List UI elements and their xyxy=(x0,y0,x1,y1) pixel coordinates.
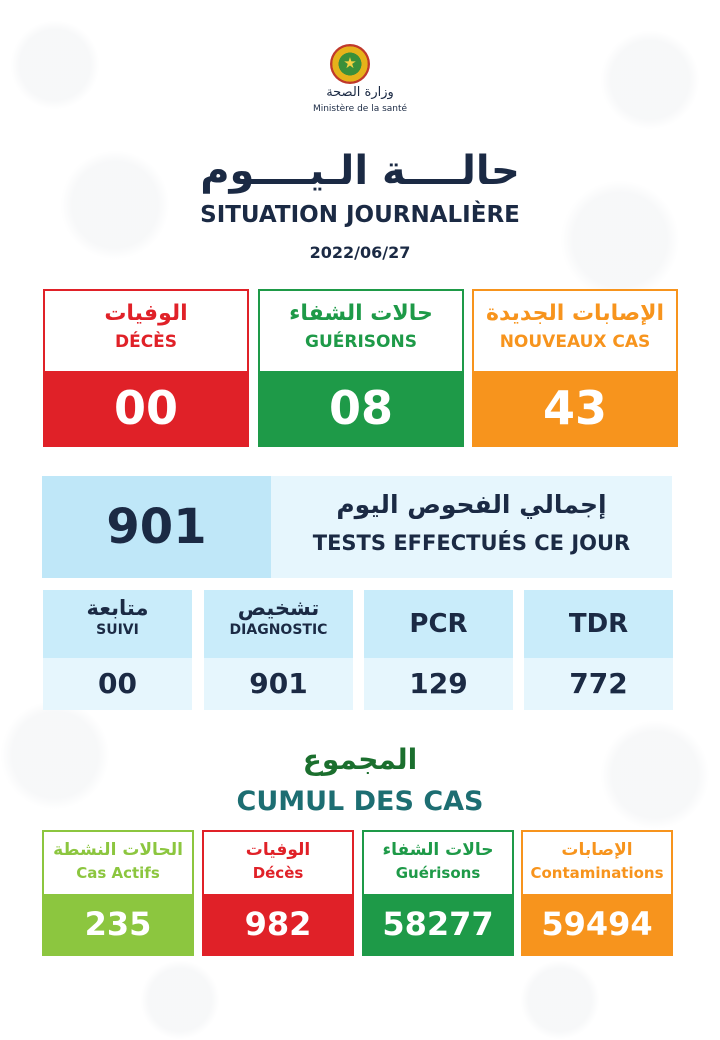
diagnostic-label-ar: تشخيص xyxy=(237,596,320,620)
pcr-label: PCR xyxy=(409,609,468,639)
suivi-label-fr: SUIVI xyxy=(96,622,139,638)
virus-background-icon xyxy=(140,960,220,1040)
tests-label-fr: TESTS EFFECTUÉS CE JOUR xyxy=(312,531,631,555)
daily-new-cases-label-fr: NOUVEAUX CAS xyxy=(499,332,651,352)
tests-total-value: 901 xyxy=(106,499,207,555)
diagnostic-label-fr: DIAGNOSTIC xyxy=(229,622,328,638)
tests-label-ar: إجمالي الفحوص اليوم xyxy=(336,490,607,519)
cumulative-contaminations-card xyxy=(521,830,673,956)
virus-background-icon xyxy=(560,180,680,300)
suivi-value: 00 xyxy=(43,658,192,710)
daily-recoveries-value: 08 xyxy=(260,371,462,445)
cumulative-contaminations-label-ar: الإصابات xyxy=(561,840,633,860)
cumulative-active-label-ar: الحالات النشطة xyxy=(53,840,183,860)
cumulative-recoveries-value: 58277 xyxy=(364,894,512,954)
cumulative-active-label-fr: Cas Actifs xyxy=(76,864,160,882)
cumulative-active-card xyxy=(42,830,194,956)
pcr-card xyxy=(364,590,513,710)
cumulative-active-value: 235 xyxy=(44,894,192,954)
cumulative-title-fr: CUMUL DES CAS xyxy=(236,786,484,817)
diagnostic-card xyxy=(204,590,353,710)
cumulative-deaths-value: 982 xyxy=(204,894,352,954)
cumulative-deaths-label-ar: الوفيات xyxy=(245,840,311,860)
daily-new-cases-value: 43 xyxy=(474,371,676,445)
daily-new-cases-label-ar: الإصابات الجديدة xyxy=(485,301,665,326)
daily-recoveries-card xyxy=(258,289,464,447)
page-title-fr: SITUATION JOURNALIÈRE xyxy=(200,202,520,228)
virus-background-icon xyxy=(600,30,700,130)
tdr-value: 772 xyxy=(524,658,673,710)
ministry-logo-icon: ★ xyxy=(330,44,370,84)
diagnostic-value: 901 xyxy=(204,658,353,710)
page-title-ar: حالــــة الـيــــوم xyxy=(200,148,520,194)
tests-panel xyxy=(42,476,672,578)
suivi-card xyxy=(43,590,192,710)
ministry-name-fr: Ministère de la santé xyxy=(312,104,408,114)
tdr-card xyxy=(524,590,673,710)
suivi-label-ar: متابعة xyxy=(86,596,149,620)
cumulative-recoveries-card xyxy=(362,830,514,956)
daily-deaths-label-fr: DÉCÈS xyxy=(114,332,178,352)
ministry-name-ar: وزارة الصحة xyxy=(326,85,394,100)
daily-new-cases-card xyxy=(472,289,678,447)
daily-recoveries-label-ar: حالات الشفاء xyxy=(289,301,433,326)
pcr-value: 129 xyxy=(364,658,513,710)
daily-deaths-label-ar: الوفيات xyxy=(104,301,188,326)
report-date: 2022/06/27 xyxy=(309,243,411,262)
cumulative-contaminations-label-fr: Contaminations xyxy=(530,864,664,882)
virus-background-icon xyxy=(520,960,600,1040)
cumulative-recoveries-label-fr: Guérisons xyxy=(395,864,481,882)
cumulative-deaths-card xyxy=(202,830,354,956)
cumulative-contaminations-value: 59494 xyxy=(523,894,671,954)
tdr-label: TDR xyxy=(568,609,629,639)
cumulative-deaths-label-fr: Décès xyxy=(252,864,304,882)
daily-deaths-value: 00 xyxy=(45,371,247,445)
cumulative-title-ar: المجموع xyxy=(302,743,418,776)
daily-recoveries-label-fr: GUÉRISONS xyxy=(305,332,417,352)
daily-deaths-card xyxy=(43,289,249,447)
cumulative-recoveries-label-ar: حالات الشفاء xyxy=(382,840,494,860)
